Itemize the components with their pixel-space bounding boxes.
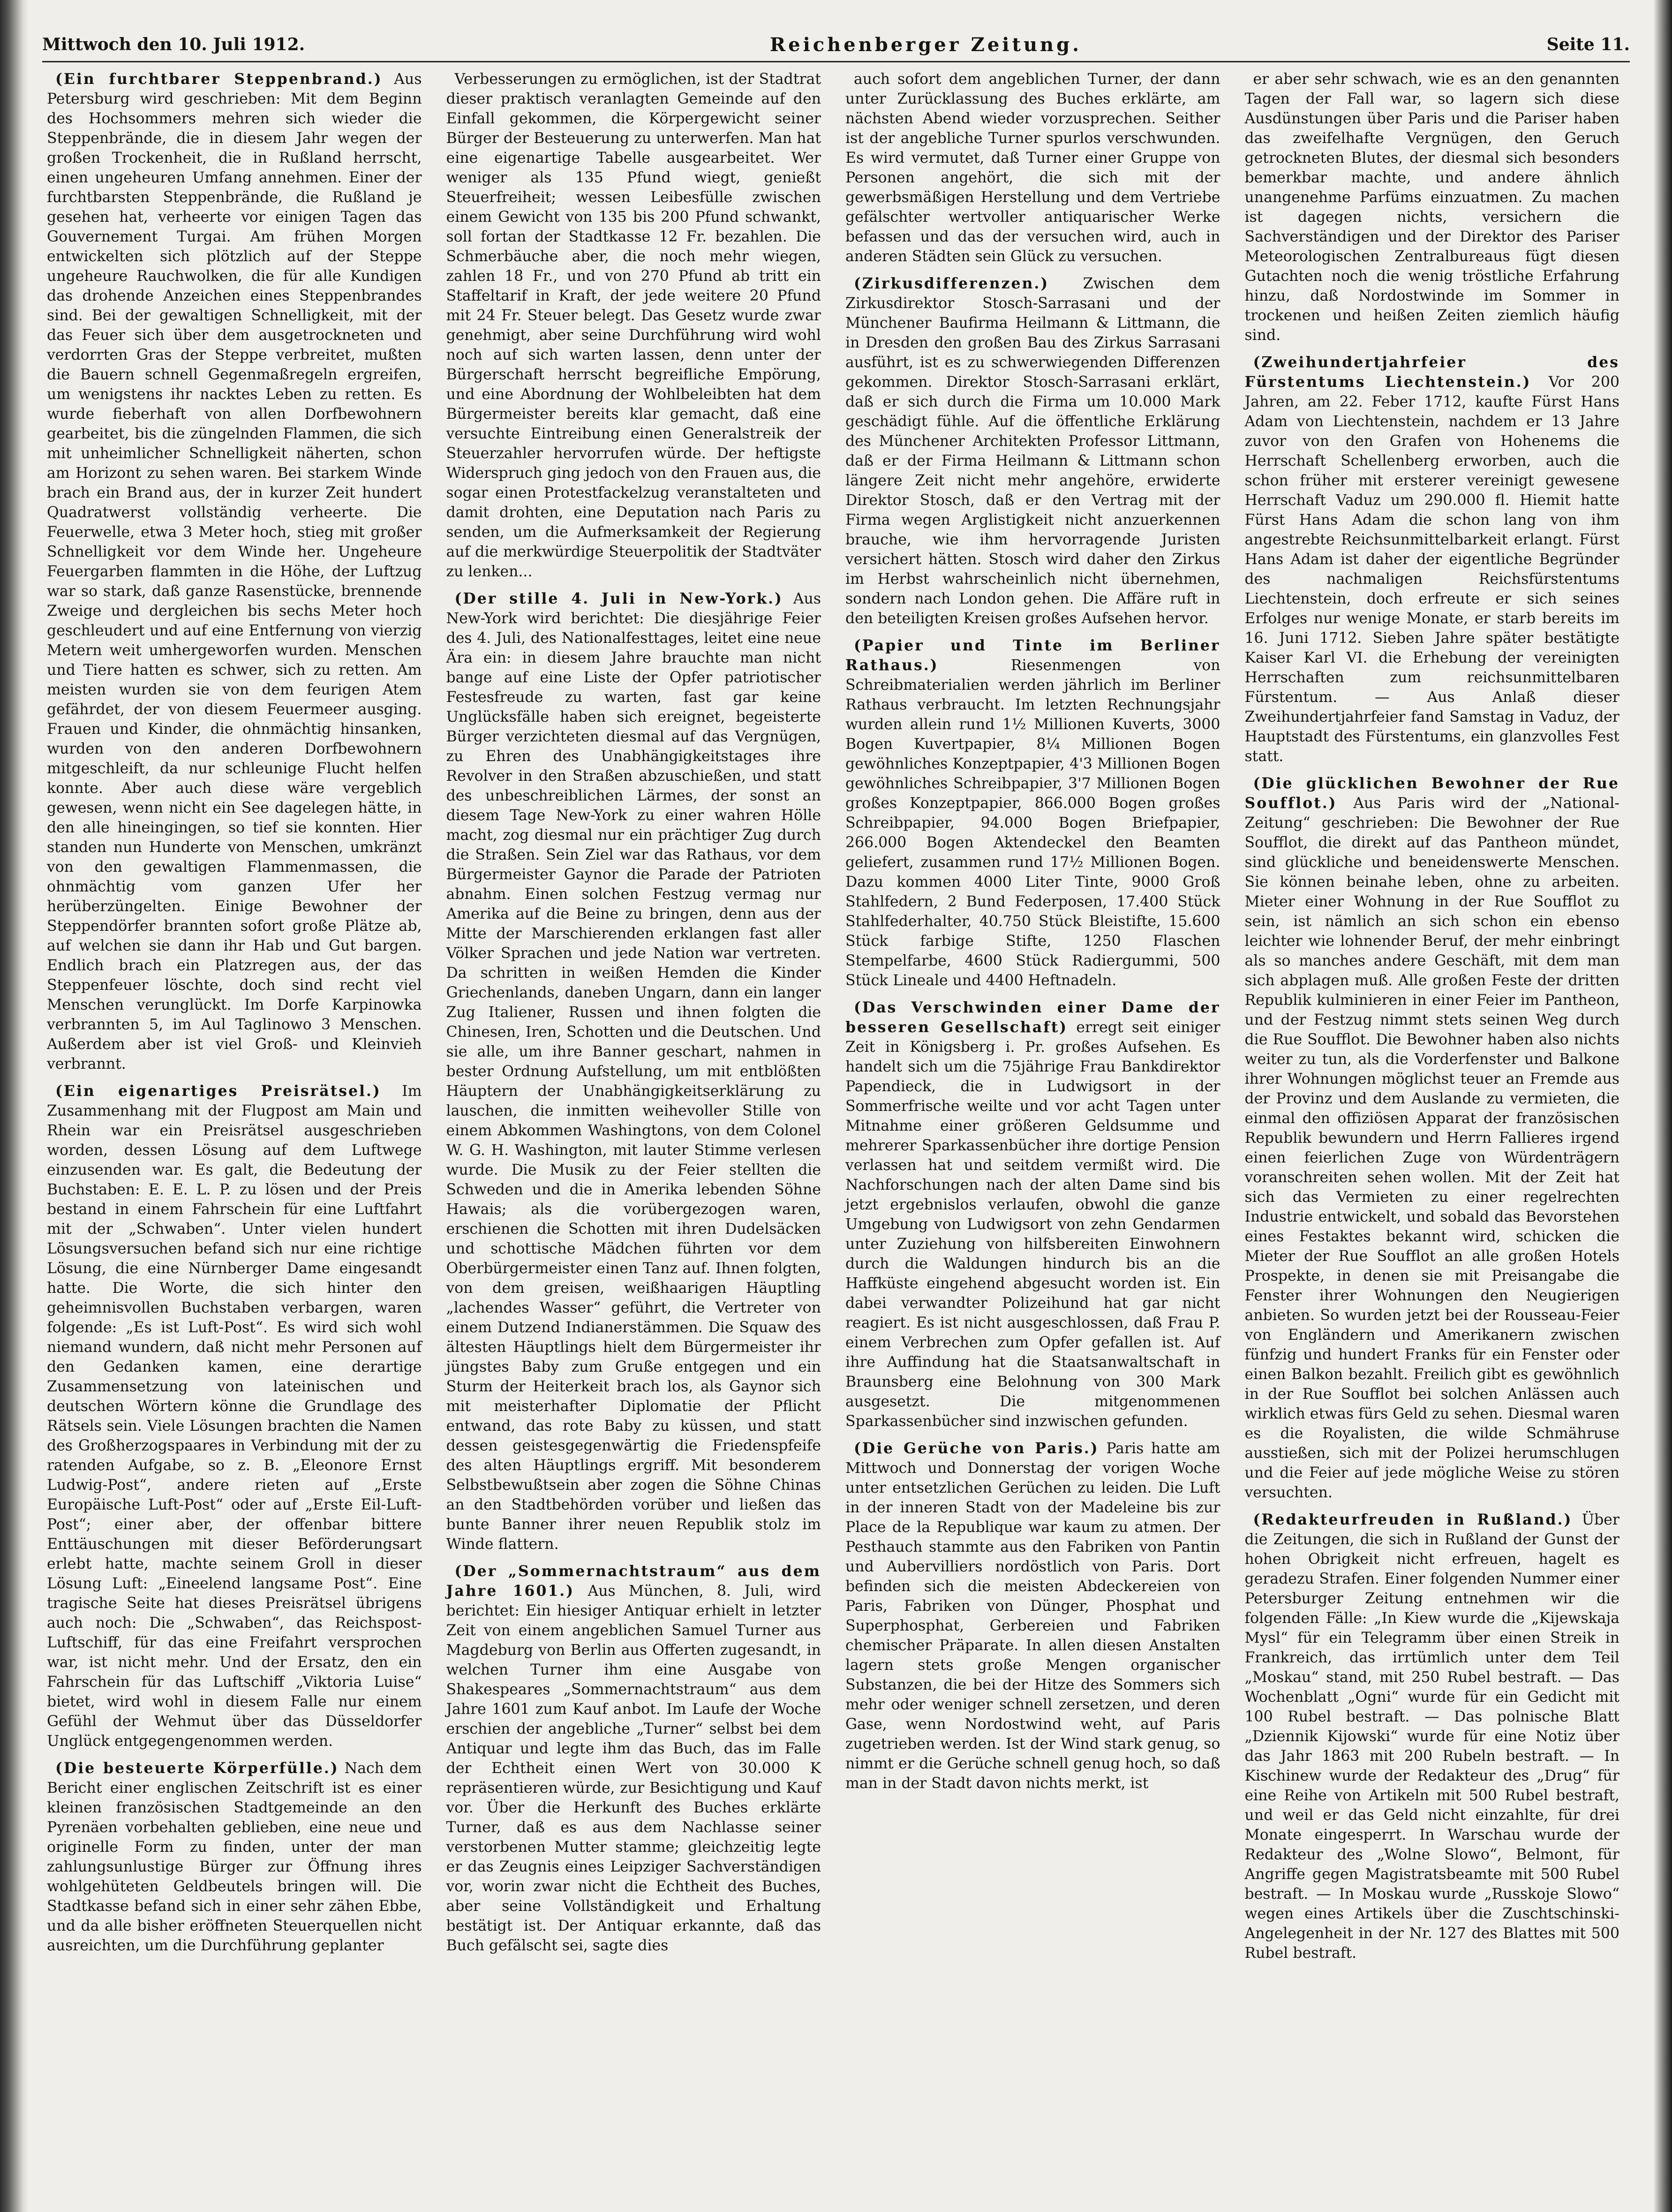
- article-text: Aus München, 8. Juli, wird berichtet: Ein hiesiger Antiquar erhielt in letzter Zeit von einem angeblichen Samuel Turner aus Magdeburg von Berlin aus Offerten zugesandt, in welchen Turner ihm eine Ausgabe von Shakespeares „Sommernachtstraum“ aus dem Jahre 1601 zum Kauf anbot. Im Laufe der Woche erschien der angebliche „Turner“ selbst bei dem Antiquar und legte ihm das Buch, das im Falle der Echtheit einen Wert von 30.000 K repräsentieren würde, zur Besichtigung und Kauf vor. Über die Herkunft des Buches erklärte Turner, daß es aus dem Nachlasse seiner verstorbenen Mutter stamme; gleichzeitig legte er das Zeugnis eines Leipziger Sachverständigen vor, worin zwar nicht die Echtheit des Buches, aber seine Vollständigkeit und Erhaltung bestätigt ist. Der Antiquar erkannte, daß das Buch gefälscht sei, sagte dies: [446, 1583, 821, 1954]
- page-shadow-right: [1653, 0, 1672, 2212]
- article-text: auch sofort dem angeblichen Turner, der dann unter Zurücklassung des Buches erklärte, am nächsten Abend wieder vorzusprechen. Seither ist der angebliche Turner spurlos verschwunden. Es wird vermutet, daß Turner einer Gruppe von Personen angehört, die sich mit der gewerbsmäßigen Herstellung und dem Vertriebe gefälschter wertvoller antiquarischer Werke befassen und das der versuchen wird, auch in anderen Städten sein Glück zu versuchen.: [845, 71, 1220, 265]
- article-paragraph: [446, 69, 821, 581]
- article-gerueche-von-paris: [845, 1439, 1220, 1793]
- article-text: Verbesserungen zu ermöglichen, ist der Stadtrat dieser praktisch veranlagten Gemeinde auf den Einfall gekommen, die Körpergewicht seiner Bürger der Besteuerung zu unterwerfen. Man hat eine eigenartige Tabelle ausgearbeitet. Wer weniger als 135 Pfund wiegt, genießt Steuerfreiheit; wessen Leibesfülle zwischen einem Gewicht von 135 bis 200 Pfund schwankt, soll fortan der Stadtkasse 12 Fr. bezahlen. Die Schmerbäuche aber, die noch mehr wiegen, zahlen 18 Fr., und von 270 Pfund ab tritt ein Staffeltarif in Kraft, der jede weitere 20 Pfund mit 24 Fr. Steuer belegt. Das Gesetz wurde zwar genehmigt, aber seine Durchführung wird wohl noch auf sich warten lassen, denn unter der Bürgerschaft herrscht begreifliche Empörung, und eine Abordnung der Wohlbeleibten hat dem Bürgermeister bereits klar gemacht, daß eine versuchte Eintreibung einen Generalstreik der Steuerzahler hervorrufen würde. Der heftigste Widerspruch ging jedoch von den Frauen aus, die sogar einen Protestfackelzug veranstalteten und damit drohten, eine Deputation nach Paris zu senden, um die Aufmerksamkeit der Regierung auf die merkwürdige Steuerpolitik der Stadtväter zu lenken...: [446, 71, 821, 580]
- column-3: [841, 66, 1231, 2179]
- newspaper-title: Reichenberger Zeitung.: [769, 33, 1082, 56]
- article-text: Aus New-York wird berichtet: Die diesjährige Feier des 4. Juli, des Nationalfesttages, leitet eine neue Ära ein: in diesem Jahre brauchte man nicht bange auf eine Liste der Opfer patriotischer Festesfreude zu warten, fast gar keine Unglücksfälle haben sich ereignet, begeisterte Bürger verzichteten diesmal auf das Vergnügen, zu Ehren des Unabhängigkeitstages ihre Revolver in den Straßen abzuschießen, und statt des unbeschreiblichen Lärmes, der sonst an diesem Tage New-York zu einer wahren Hölle macht, zog diesmal nur ein prächtiger Zug durch die Straßen. Sein Ziel war das Rathaus, vor dem Bürgermeister Gaynor die Parade der Patrioten abnahm. Einen solchen Festzug vermag nur Amerika auf die Beine zu bringen, denn aus der Mitte der Marschierenden erklangen fast aller Völker Sprachen und jede Nation war vertreten. Da schritten in weißen Hemden die Kinder Griechenlands, daneben Ungarn, dann ein langer Zug Italiener, Russen und ihnen folgten die Chinesen, Iren, Schotten und die Deutschen. Und sie alle, um ihre Banner geschart, nahmen in bester Ordnung Aufstellung, um mit entblößten Häuptern der Unabhängigkeitserklärung zu lauschen, die inmitten weihevoller Stille von einem Abkommen Washingtons, von dem Colonel W. G. H. Washington, mit lauter Stimme verlesen wurde. Die Musik zu der Feier stellten die Schweden und die in Amerika lebenden Söhne Hawais; als die vorübergezogen waren, erschienen die Schotten mit ihren Dudelsäcken und schottische Mädchen führten vor dem Oberbürgermeister einen Tanz auf. Ihnen folgten, von dem greisen, weißhaarigen Häuptling „lachendes Wasser“ geführt, die Vertreter von einem Dutzend Indianerstämmen. Die Squaw des ältesten Häuptlings hielt dem Bürgermeister ihr jüngstes Baby zum Gruße entgegen und ein Sturm der Heiterkeit brach los, als Gaynor sich mit meisterhafter Diplomatie der Pflicht entwand, das rote Baby zu küssen, und statt dessen geistesgegenwärtig die Friedenspfeife des alten Häuptlings ergriff. Mit besonderem Selbstbewußtsein aber zogen die Söhne Chinas an den Stadtbehörden vorüber und ließen das bunte Banner ihrer neuen Republik stolz im Winde flattern.: [446, 590, 821, 1553]
- article-rue-soufflot: [1245, 774, 1620, 1502]
- article-headline: (Die glücklichen Bewohner der Rue Soufflot.): [1244, 775, 1619, 812]
- page-number: Seite 11.: [1546, 35, 1630, 54]
- article-redakteurfreuden: [1245, 1510, 1620, 1963]
- article-sommernachtstraum-continued: [845, 69, 1220, 266]
- article-koerperfuelle: [47, 1759, 422, 1955]
- article-gerueche-continued: [1245, 69, 1620, 345]
- article-paragraph: [1245, 353, 1620, 766]
- article-text: Zwischen dem Zirkusdirektor Stosch-Sarrasani und der Münchener Baufirma Heilmann & Littmann, die in Dresden den großen Bau des Zirkus Sarrasani ausführt, ist es zu schwerwiegenden Differenzen gekommen. Direktor Stosch-Sarrasani erklärt, daß er sich durch die Firma um 10.000 Mark geschädigt fühle. Auf die öffentliche Erklärung des Münchener Architekten Professor Littmann, daß er der Firma Heilmann & Littmann schon längere Zeit nicht mehr angehöre, erwiderte Direktor Stosch, daß er den Vertrag mit der Firma wegen Arglistigkeit nicht anzuerkennen brauche, wie ihm hervorragende Juristen versichert hätten. Stosch wird daher den Zirkus im Herbst wahrscheinlich nicht übernehmen, sondern nach London gehen. Die Affäre ruft in den beteiligten Kreisen großes Aufsehen hervor.: [845, 275, 1220, 627]
- article-sommernachtstraum: [446, 1562, 821, 1955]
- article-headline: (Redakteurfreuden in Rußland.): [1253, 1511, 1573, 1528]
- page-shadow-left: [0, 0, 28, 2212]
- article-headline: (Zweihundertjahrfeier des Fürstentums Liechtenstein.): [1244, 354, 1619, 391]
- article-headline: (Das Verschwinden einer Dame der besseren Gesellschaft): [845, 999, 1220, 1036]
- article-zirkusdifferenzen: [845, 274, 1220, 628]
- column-4: [1240, 66, 1630, 2179]
- article-headline: (Ein furchtbarer Steppenbrand.): [55, 70, 383, 88]
- article-text: Aus Petersburg wird geschrieben: Mit dem Beginn des Hochsommers mehren sich wieder die Steppenbrände, die in diesem Jahr wegen der großen Trockenheit, die in Rußland herrscht, einen ungeheuren Umfang annehmen. Einer der furchtbarsten Steppenbrände, die Rußland je gesehen hat, verheerte vor einigen Tagen das Gouvernement Turgai. Am frühen Morgen entwickelten sich plötzlich auf der Steppe ungeheure Rauchwolken, die für alle Kundigen das drohende Anzeichen eines Steppenbrandes sind. Bei der gewaltigen Schnelligkeit, mit der das Feuer sich über dem ausgetrockneten und verdorrten Gras der Steppe verbreitet, mußten die Bauern schnell Gegenmaßregeln ergreifen, um wenigstens ihr nacktes Leben zu retten. Es wurde fieberhaft von allen Dorfbewohnern gearbeitet, bis die züngelnden Flammen, die sich mit unheimlicher Schnelligkeit näherten, schon am Horizont zu sehen waren. Bei starkem Winde brach ein Brand aus, der in kurzer Zeit hundert Quadratwerst vollständig verheerte. Die Feuerwelle, etwa 3 Meter hoch, stieg mit großer Schnelligkeit vor dem Winde her. Ungeheure Feuergarben flammten in die Höhe, der Luftzug war so stark, daß ganze Rasenstücke, brennende Zweige und dergleichen bis sechs Meter hoch geschleudert und auf eine Entfernung von vierzig Metern weit umhergeworfen wurden. Menschen und Tiere hatten es schwer, sich zu retten. Am meisten wurden sie von dem feurigen Atem gefährdet, der von diesem Feuermeer ausging. Frauen und Kinder, die ohnmächtig hinsanken, wurden von den anderen Dorfbewohnern mitgeschleift, da nur schleunige Flucht helfen konnte. Aber auch diese wäre vergeblich gewesen, wenn nicht ein See dagelegen hätte, in den alle hineingingen, so tief sie konnten. Hier standen nun Hunderte von Menschen, umkränzt von den gewaltigen Flammenmassen, die ohnmächtig vom ganzen Ufer her herüberzüngelten. Einige Bewohner der Steppendörfer brannten sofort große Plätze ab, auf welchen sie dann ihr Hab und Gut bargen. Endlich brach ein Platzregen aus, der das Steppenfeuer löschte, doch sind recht viel Menschen verunglückt. Im Dorfe Karpinowka verbrannten 5, im Aul Taglinowo 3 Menschen. Außerdem aber ist viel Groß- und Kleinvieh verbrannt.: [47, 71, 422, 1072]
- column-1: [42, 66, 432, 2179]
- article-headline: (Der stille 4. Juli in New-York.): [454, 590, 783, 607]
- masthead: [42, 28, 1630, 62]
- article-preisraetsel: [47, 1081, 422, 1751]
- article-paragraph: [845, 998, 1220, 1431]
- article-paragraph: [47, 1759, 422, 1955]
- newspaper-columns: [42, 66, 1630, 2179]
- article-text: Paris hatte am Mittwoch und Donnerstag der vorigen Woche unter entsetzlichen Gerüchen zu leiden. Die Luft in der inneren Stadt von der Madeleine bis zur Place de la Republique war kaum zu atmen. Der Pesthauch stammte aus den Fabriken von Pantin und Aubervilliers nordöstlich von Paris. Dort befinden sich die meisten Abdeckereien von Paris, Fabriken von Dünger, Phosphat und Superphosphat, Gerbereien und Fabriken chemischer Präparate. In allen diesen Anstalten lagern stets große Mengen organischer Substanzen, die bei der Hitze des Sommers sich mehr oder weniger schnell zersetzen, und deren Gase, wenn Nordostwind weht, auf Paris zugetrieben werden. Ist der Wind stark genug, so nimmt er die Gerüche schnell genug hoch, so daß man in der Stadt davon nichts merkt, ist: [845, 1440, 1220, 1792]
- article-paragraph: [845, 1439, 1220, 1793]
- article-headline: (Zirkusdifferenzen.): [854, 275, 1049, 292]
- article-paragraph: [845, 69, 1220, 266]
- article-text: Im Zusammenhang mit der Flugpost am Main und Rhein war ein Preisrätsel ausgeschrieben worden, dessen Lösung auf dem Luftwege einzusenden war. Es galt, die Bedeutung der Buchstaben: E. E. L. P. zu lösen und der Preis bestand in einem Fahrschein für eine Luftfahrt mit der „Schwaben“. Unter vielen hundert Lösungsversuchen befand sich nur eine richtige Lösung, die eine Nürnberger Dame eingesandt hatte. Die Worte, die sich hinter den geheimnisvollen Buchstaben verbargen, waren folgende: „Es ist Luft-Post“. Es wird sich wohl niemand wundern, daß nicht mehr Personen auf den Gedanken kamen, eine derartige Zusammensetzung von lateinischen und deutschen Wörtern könne die Grundlage des Rätsels sein. Viele Lösungen brachten die Namen des Großherzogspaares in Verbindung mit der zu ratenden Aufgabe, so z. B. „Eleonore Ernst Ludwig-Post“, andere rieten auf „Erste Europäische Luft-Post“ oder auf „Erste Eil-Luft-Post“; einer aber, der offenbar bittere Enttäuschungen mit dieser Beförderungsart erlebt hatte, machte seinem Groll in dieser Lösung Luft: „Eineelend langsame Post“. Eine tragische Seite hat dieses Preisrätsel übrigens auch noch: Die „Schwaben“, das Reichspost-Luftschiff, für das eine Freifahrt versprochen war, ist nicht mehr. Und der Ersatz, den ein Fahrschein für das Luftschiff „Viktoria Luise“ bietet, wird wohl in diesem Falle nur einem Gefühl der Wehmut über das Düsseldorfer Unglück entgegengenommen werden.: [47, 1083, 422, 1750]
- article-verschwinden-dame: [845, 998, 1220, 1431]
- article-headline: (Die besteuerte Körperfülle.): [55, 1759, 339, 1777]
- column-2: [442, 66, 832, 2179]
- article-paragraph: [446, 1562, 821, 1955]
- article-headline: (Der „Sommernachtstraum“ aus dem Jahre 1601.): [446, 1563, 821, 1600]
- article-paragraph: [1245, 1510, 1620, 1963]
- issue-date: Mittwoch den 10. Juli 1912.: [42, 35, 305, 54]
- article-paragraph: [1245, 774, 1620, 1502]
- article-headline: (Ein eigenartiges Preisrätsel.): [55, 1082, 381, 1100]
- article-paragraph: [845, 274, 1220, 628]
- article-paragraph: [446, 589, 821, 1554]
- article-koerperfuelle-continued: [446, 69, 821, 581]
- article-text: Aus Paris wird der „National-Zeitung“ geschrieben: Die Bewohner der Rue Soufflot, die direkt auf das Pantheon mündet, sind glückliche und beneidenswerte Menschen. Sie können beinahe leben, ohne zu arbeiten. Mieter einer Wohnung in der Rue Soufflot zu sein, ist nämlich an sich schon ein ebenso leichter wie lohnender Beruf, der mehr einbringt als so manches andere Geschäft, mit dem man sich abplagen muß. Alle großen Feste der dritten Republik kulminieren in einer Feier im Pantheon, und der Festzug nimmt stets seinen Weg durch die Rue Soufflot. Die Bewohner haben also nichts weiter zu tun, als die Vorderfenster und Balkone ihrer Wohnungen möglichst teuer an Fremde aus der Provinz und dem Auslande zu vermieten, die einmal den offiziösen Apparat der französischen Republik bewundern und Herrn Fallieres irgend einen feierlichen Zuge von Würdenträgern voranschreiten sehen wollen. Mit der Zeit hat sich das Vermieten zu einer regelrechten Industrie entwickelt, und sobald das Bevorstehen eines Festaktes bekannt wird, schicken die Mieter der Rue Soufflot an alle großen Hotels Prospekte, in denen sie mit Preisangabe die Fenster ihrer Wohnungen den Neugierigen anbieten. So wurden jetzt bei der Rousseau-Feier von Engländern und Amerikanern zwischen fünfzig und hundert Franks für ein Fenster oder einen Balkon bezahlt. Freilich gibt es gewöhnlich in der Rue Soufflot bei solchen Anlässen auch wirklich etwas fürs Geld zu sehen. Diesmal waren es die Royalisten, die wilde Schmähruse ausstießen, sich mit der Polizei herumschlugen und die Feier auf jede mögliche Weise zu stören versuchten.: [1244, 795, 1619, 1501]
- article-steppenbrand: [47, 69, 422, 1074]
- article-headline: (Papier und Tinte im Berliner Rathaus.): [845, 637, 1220, 674]
- article-text: Nach dem Bericht einer englischen Zeitschrift ist es einer kleinen französischen Stadtgemeinde an den Pyrenäen vorbehalten geblieben, eine neue und originelle Form zu finden, unter der man zahlungsunlustige Bürger zur Öffnung ihres wohlgehüteten Geldbeutels bringen will. Die Stadtkasse befand sich in einer sehr zähen Ebbe, und da alle bisher eröffneten Steuerquellen nicht ausreichten, um die Durchführung geplanter: [47, 1760, 422, 1954]
- article-text: Vor 200 Jahren, am 22. Feber 1712, kaufte Fürst Hans Adam von Liechtenstein, nachdem er 13 Jahre zuvor von den Grafen von Hohenems die Herrschaft Schellenberg erworben, auch die schon früher mit ersterer vereinigt gewesene Herrschaft Vaduz um 290.000 fl. Hiemit hatte Fürst Hans Adam die schon lang von ihm angestrebte Reichsunmittelbarkeit erlangt. Fürst Hans Adam ist daher der eigentliche Begründer des nachmaligen Reichsfürstentums Liechtenstein, doch erfreute er sich seines Erfolges nur wenige Monate, er starb bereits im 16. Juni 1712. Sieben Jahre später bestätigte Kaiser Karl VI. die Erhebung der vereinigten Herrschaften zum reichsunmittelbaren Fürstentum. — Aus Anlaß dieser Zweihundertjahrfeier fand Samstag in Vaduz, der Hauptstadt des Fürstentums, ein glanzvolles Fest statt.: [1244, 374, 1619, 765]
- article-paragraph: [47, 1081, 422, 1751]
- article-headline: (Die Gerüche von Paris.): [854, 1440, 1099, 1457]
- article-paragraph: [47, 69, 422, 1074]
- article-text: Riesenmengen von Schreibmaterialien werden jährlich im Berliner Rathaus verbraucht. Im letzten Rechnungsjahr wurden allein rund 1½ Millionen Kuverts, 3000 Bogen Kuvertpapier, 8¼ Millionen Bogen gewöhnliches Konzeptpapier, 4'3 Millionen Bogen gewöhnliches Schreibpapier, 3'7 Millionen Bogen großes Konzeptpapier, 866.000 Bogen großes Schreibpapier, 94.000 Bogen Briefpapier, 266.000 Bogen Aktendeckel den Beamten geliefert, zusammen rund 17½ Millionen Bogen. Dazu kommen 4000 Liter Tinte, 9000 Groß Stahlfedern, 2 Bund Federposen, 17.400 Stück Stahlfederhalter, 40.750 Stück Bleistifte, 15.600 Stück farbige Stifte, 1250 Flaschen Stempelfarbe, 4600 Stück Radiergummi, 500 Stück Lineale und 4400 Heftnadeln.: [845, 657, 1220, 989]
- article-paragraph: [1245, 69, 1620, 345]
- article-liechtenstein: [1245, 353, 1620, 766]
- article-text: erregt seit einiger Zeit in Königsberg i. Pr. großes Aufsehen. Es handelt sich um die 75jährige Frau Bankdirektor Papendieck, die in Ludwigsort in der Sommerfrische weilte und vor acht Tagen unter Mitnahme einer größeren Geldsumme und mehrerer Sparkassenbücher ihre dortige Pension verlassen hat und seitdem vermißt wird. Die Nachforschungen nach der alten Dame sind bis jetzt ergebnislos verlaufen, obwohl die ganze Umgebung von Ludwigsort von zehn Gendarmen unter Zuziehung von hilfsbereiten Einwohnern durch die Waldungen hindurch bis an die Haffküste eingehend abgesucht worden ist. Ein dabei verwandter Polizeihund hat gar nicht reagiert. Es ist nicht ausgeschlossen, daß Frau P. einem Verbrechen zum Opfer gefallen ist. Auf ihre Auffindung hat die Staatsanwaltschaft in Braunsberg eine Belohnung von 300 Mark ausgesetzt. Die mitgenommenen Sparkassenbücher sind inzwischen gefunden.: [845, 1019, 1220, 1430]
- article-4-juli-new-york: [446, 589, 821, 1554]
- article-papier-und-tinte: [845, 636, 1220, 990]
- article-paragraph: [845, 636, 1220, 990]
- article-text: er aber sehr schwach, wie es an den genannten Tagen der Fall war, so lagern sich diese Ausdünstungen über Paris und die Pariser haben das zweifelhafte Vergnügen, den Geruch getrockneten Blutes, der diesmal sich besonders bemerkbar machte, und andere ähnlich unangenehme Parfüms einzuatmen. Zu machen ist dagegen nichts, versichern die Sachverständigen und der Direktor des Pariser Meteorologischen Zentralbureaus fügt diesen Gutachten noch die wenig tröstliche Erfahrung hinzu, daß Nordostwinde im Sommer in trockenen und heißen Zeiten ziemlich häufig sind.: [1244, 71, 1619, 344]
- article-text: Über die Zeitungen, die sich in Rußland der Gunst der hohen Obrigkeit nicht erfreuen, hagelt es geradezu Strafen. Einer folgenden Nummer einer Petersburger Zeitung entnehmen wir die folgenden Fälle: „In Kiew wurde die „Kijewskaja Mysl“ für ein Telegramm über einen Streik in Frankreich, das irrtümlich unter dem Teil „Moskau“ stand, mit 250 Rubel bestraft. — Das Wochenblatt „Ogni“ wurde für ein Gedicht mit 100 Rubel bestraft. — Das polnische Blatt „Dziennik Kijowski“ wurde für eine Notiz über das Jahr 1863 mit 200 Rubeln bestraft. — In Kischinew wurde der Redakteur des „Drug“ für eine Reihe von Artikeln mit 500 Rubel bestraft, und weil er das Geld nicht einzahlte, für drei Monate eingesperrt. In Warschau wurde der Redakteur des „Wolne Slowo“, Belmont, für Angriffe gegen Magistratsbeamte mit 500 Rubel bestraft. — In Moskau wurde „Russkoje Slowo“ wegen eines Artikels über die Zuschtschinski-Angelegenheit in der Nr. 127 des Blattes mit 500 Rubel bestraft.: [1244, 1511, 1620, 1962]
